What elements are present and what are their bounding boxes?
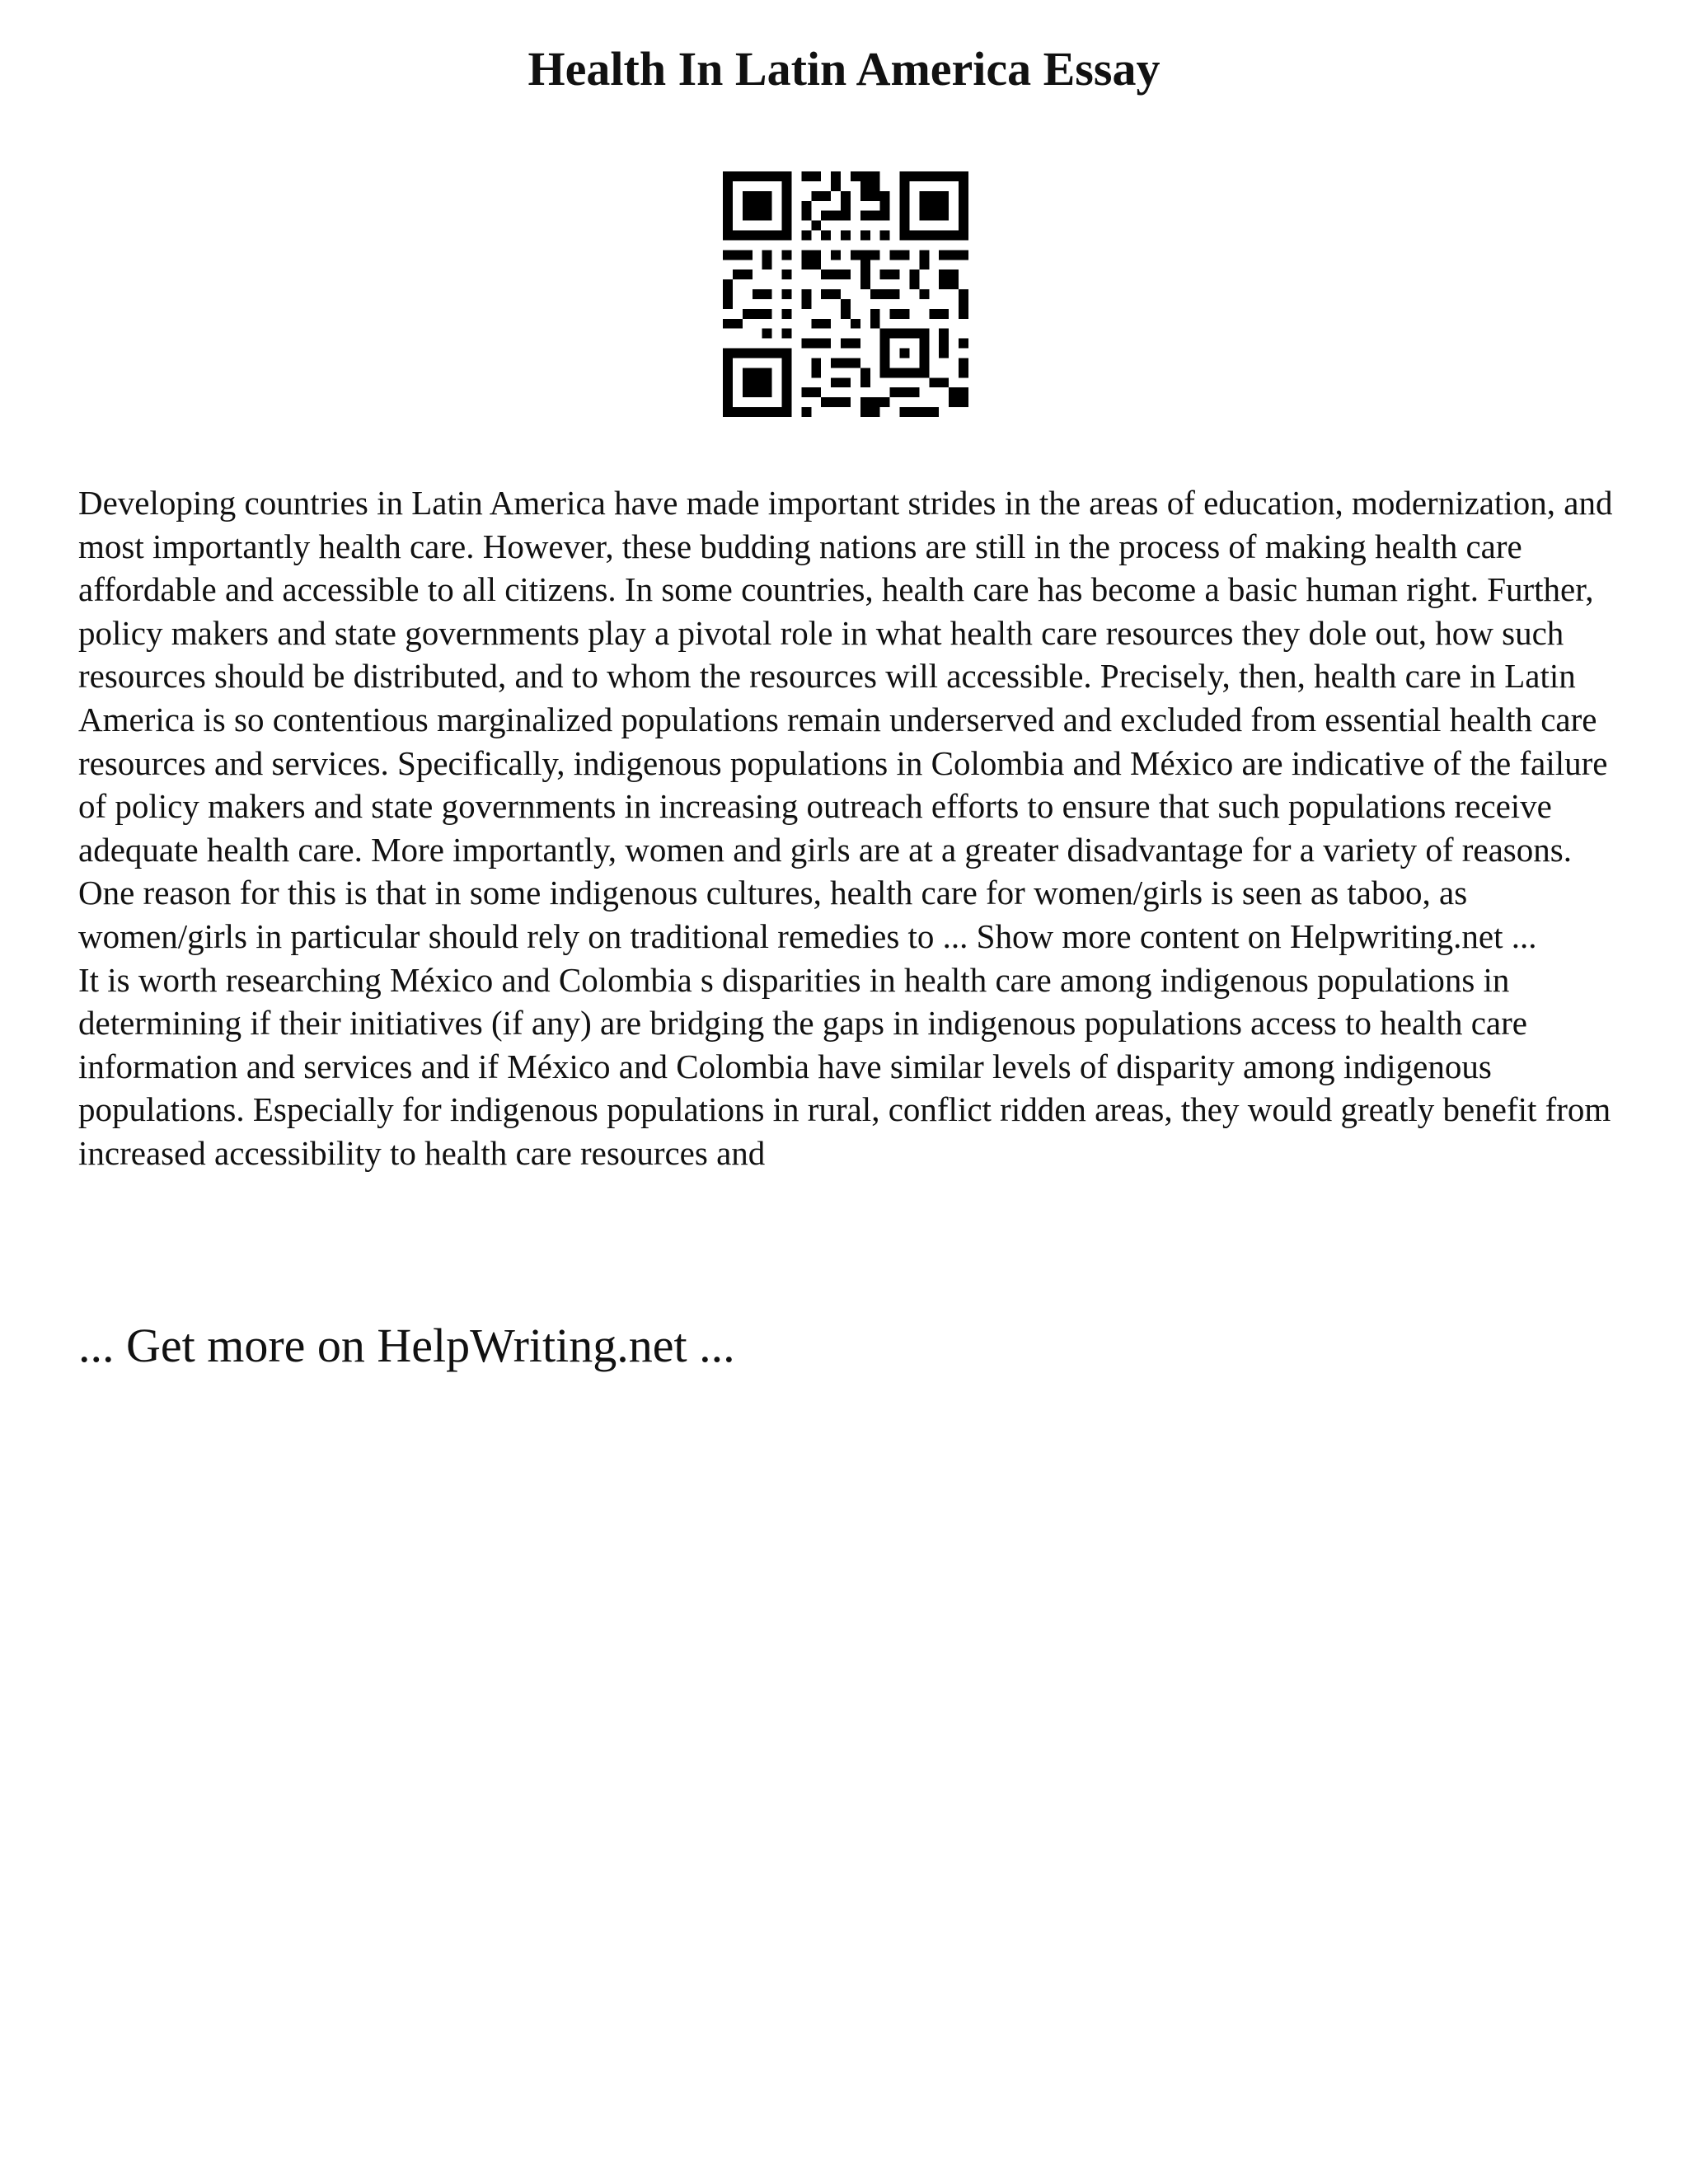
page-title: Health In Latin America Essay [528, 42, 1160, 96]
essay-excerpt [78, 481, 1628, 1175]
paragraph: Developing countries in Latin America have made important strides in the areas of education, modernization, and most importantly health care. However, these budding nations are still in the process of making health care affordable and accessible to all citizens. In some countries, health care has become a basic human right. Further, policy makers and state governments play a pivotal role in what health care resources they dole out, how such resources should be distributed, and to whom the resources will accessible. Precisely, then, health care in Latin America is so contentious marginalized populations remain underserved and excluded from essential health care resources and services. Specifically, indigenous populations in Colombia and México are indicative of the failure of policy makers and state governments in increasing outreach efforts to ensure that such populations receive adequate health care. More importantly, women and girls are at a greater disadvantage for a variety of reasons. One reason for this is that in some indigenous cultures, health care for women/girls is seen as taboo, as women/girls in particular should rely on traditional remedies to ... Show more content on Helpwriting.net ... [78, 484, 1613, 955]
get-more-link[interactable]: ... Get more on HelpWriting.net ... [78, 1319, 735, 1372]
qr-code-icon[interactable] [723, 171, 968, 417]
paragraph: It is worth researching México and Colombia s disparities in health care among indigenous populations in determining if their initiatives (if any) are bridging the gaps in indigenous populations access to health care information and services and if México and Colombia have similar levels of disparity among indigenous populations. Especially for indigenous populations in rural, conflict ridden areas, they would greatly benefit from increased accessibility to health care resources and [78, 960, 1611, 1172]
